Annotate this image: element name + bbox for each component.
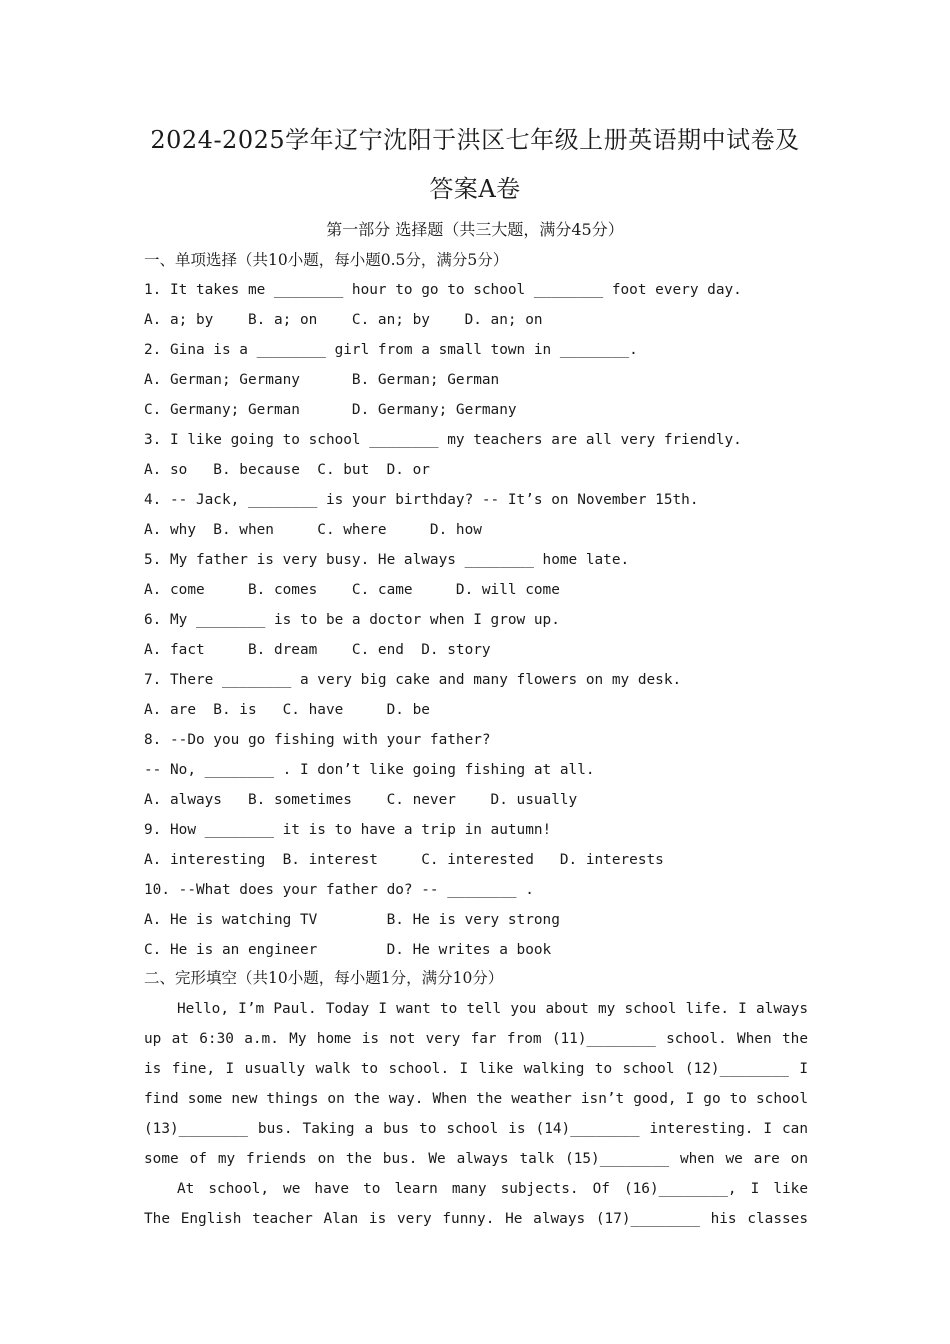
question-line: A. always B. sometimes C. never D. usually bbox=[144, 792, 578, 808]
question-line: 5. My father is very busy. He always ________ home late. bbox=[144, 552, 630, 568]
question-line: 7. There ________ a very big cake and many flowers on my desk. bbox=[144, 672, 682, 688]
question-line: A. so B. because C. but D. or bbox=[144, 462, 430, 478]
question-line: 9. How ________ it is to have a trip in autumn! bbox=[144, 822, 552, 838]
question-line: 1. It takes me ________ hour to go to school ________ foot every day. bbox=[144, 282, 742, 298]
question-line: 10. --What does your father do? -- ________ . bbox=[144, 882, 534, 898]
section2-heading: 二、完形填空（共10小题，每小题1分，满分10分） bbox=[144, 969, 504, 987]
passage-line: At school, we have to learn many subjects. Of (16)________, I like bbox=[177, 1181, 808, 1197]
document-title-line-2: 答案A卷 bbox=[429, 175, 521, 203]
question-line: A. German; Germany B. German; German bbox=[144, 372, 500, 388]
question-line: A. fact B. dream C. end D. story bbox=[144, 642, 491, 658]
question-line: A. He is watching TV B. He is very strong bbox=[144, 912, 560, 928]
question-line: A. come B. comes C. came D. will come bbox=[144, 582, 560, 598]
question-line: -- No, ________ . I don’t like going fishing at all. bbox=[144, 762, 595, 778]
question-line: 2. Gina is a ________ girl from a small town in ________. bbox=[144, 342, 638, 358]
question-line: 8. --Do you go fishing with your father? bbox=[144, 732, 491, 748]
question-line: C. He is an engineer D. He writes a book bbox=[144, 942, 552, 958]
passage-line: (13)________ bus. Taking a bus to school is (14)________ interesting. I can bbox=[144, 1121, 808, 1137]
question-line: A. are B. is C. have D. be bbox=[144, 702, 430, 718]
section1-heading: 一、单项选择（共10小题，每小题0.5分，满分5分） bbox=[144, 251, 509, 269]
passage-line: some of my friends on the bus. We always talk (15)________ when we are on bbox=[144, 1151, 808, 1167]
passage-line: Hello, I’m Paul. Today I want to tell you about my school life. I always bbox=[177, 1001, 808, 1017]
document-title-line-1: 2024-2025学年辽宁沈阳于洪区七年级上册英语期中试卷及 bbox=[150, 126, 800, 154]
question-line: A. why B. when C. where D. how bbox=[144, 522, 482, 538]
passage-line: The English teacher Alan is very funny. He always (17)________ his classes bbox=[144, 1211, 808, 1227]
question-line: A. interesting B. interest C. interested D. interests bbox=[144, 852, 664, 868]
part1-heading: 第一部分 选择题（共三大题，满分45分） bbox=[326, 220, 624, 239]
question-line: A. a; by B. a; on C. an; by D. an; on bbox=[144, 312, 543, 328]
passage-line: find some new things on the way. When the weather isn’t good, I go to school bbox=[144, 1091, 808, 1107]
question-line: 4. -- Jack, ________ is your birthday? -- It’s on November 15th. bbox=[144, 492, 699, 508]
question-line: 6. My ________ is to be a doctor when I grow up. bbox=[144, 612, 560, 628]
passage-line: up at 6:30 a.m. My home is not very far from (11)________ school. When the bbox=[144, 1031, 808, 1047]
question-line: 3. I like going to school ________ my teachers are all very friendly. bbox=[144, 432, 742, 448]
question-line: C. Germany; German D. Germany; Germany bbox=[144, 402, 517, 418]
passage-line: is fine, I usually walk to school. I like walking to school (12)________ I bbox=[144, 1061, 808, 1077]
